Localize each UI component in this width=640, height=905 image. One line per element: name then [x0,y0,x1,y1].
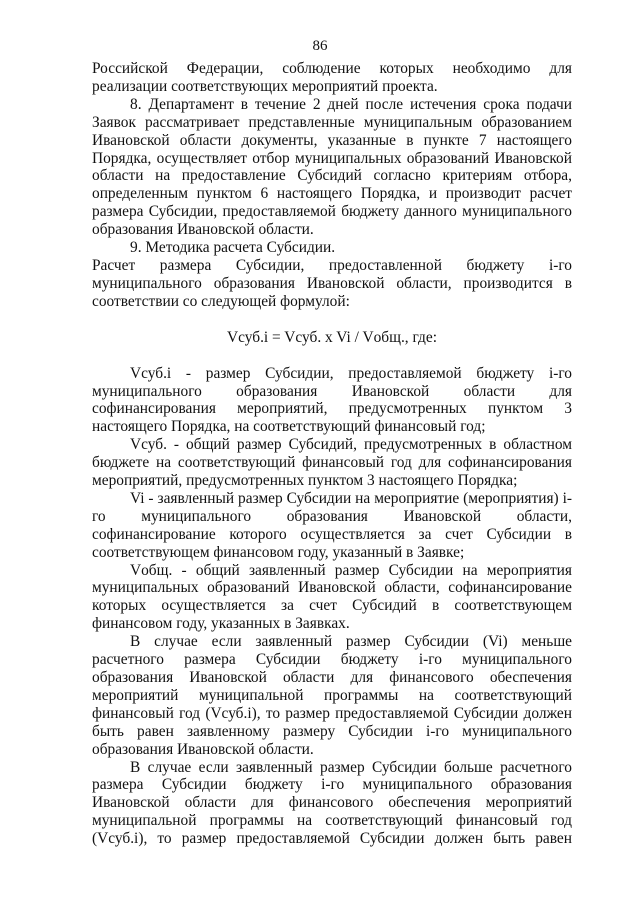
definition-vi: Vi - заявленный размер Субсидии на мероприятие (мероприятия) i-го муниципального образования Ивановской области, софинансирование которого осуществляется за счет Субсидии в соответствующем финансовом году, указанный в Заявке; [92,489,572,561]
definition-vobsch: Vобщ. - общий заявленный размер Субсидии на мероприятия муниципальных образований Ивановской области, софинансирование которых осуществляется за счет Субсидий в соответствующем финансовом году, указанных в Заявках. [92,561,572,633]
paragraph-case-less: В случае если заявленный размер Субсидии (Vi) меньше расчетного размера Субсидии бюджету i-го муниципального образования Ивановской области для финансового обеспечения мероприятий муниципальной программы на соответствующий финансовый год (Vсуб.i), то размер предоставляемой Субсидии должен быть равен заявленному размеру Субсидии i-го муниципального образования Ивановской области. [92,633,572,758]
paragraph-calculation-intro: Расчет размера Субсидии, предоставленной бюджету i-го муниципального образования Ивановской области, производится в соответствии со следующей формулой: [92,256,572,310]
paragraph-continuation: Российской Федерации, соблюдение которых необходимо для реализации соответствующих мероприятий проекта. [92,60,572,95]
paragraph-item-9: 9. Методика расчета Субсидии. [130,239,336,257]
paragraph-case-more: В случае если заявленный размер Субсидии больше расчетного размера Субсидии бюджету i-го муниципального образования Ивановской области для финансового обеспечения мероприятий муниципальной программы на соответствующий финансовый год (Vсуб.i), то размер предоставляемой Субсидии должен быть равен [92,758,572,848]
document-body [92,60,572,848]
formula: Vсуб.i = Vсуб. x Vi / Vобщ., где: [227,328,437,346]
page-number: 86 [312,38,328,54]
paragraph-item-8: 8. Департамент в течение 2 дней после истечения срока подачи Заявок рассматривает представленные муниципальным образованием Ивановской области документы, указанные в пункте 7 настоящего Порядка, осуществляет отбор муниципальных образований Ивановской области на предоставление Субсидий согласно критериям отбора, определенным пунктом 6 настоящего Порядка, и производит расчет размера Субсидии, предоставляемой бюджету данного муниципального образования Ивановской области. [92,95,572,239]
definition-vsub-i: Vсуб.i - размер Субсидии, предоставляемой бюджету i-го муниципального образования Ивановской области для софинансирования мероприятий, предусмотренных пунктом 3 настоящего Порядка, на соответствующий финансовый год; [92,364,572,436]
definition-vsub: Vсуб. - общий размер Субсидий, предусмотренных в областном бюджете на соответствующий финансовый год для софинансирования мероприятий, предусмотренных пунктом 3 настоящего Порядка; [92,436,572,490]
